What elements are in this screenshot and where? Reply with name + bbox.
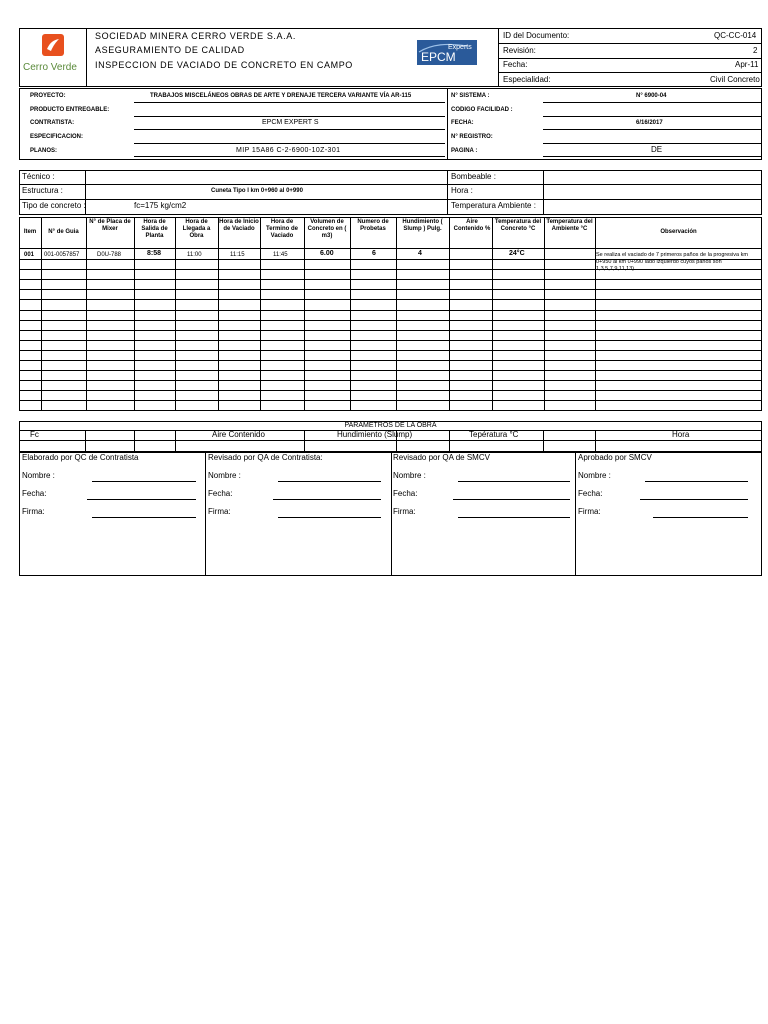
cerro-verde-emblem-icon [42, 34, 64, 56]
col-header-guide-number: N° de Guia [48, 229, 79, 235]
table-col-line-12 [544, 217, 545, 411]
table-col-line-3 [134, 217, 135, 411]
sig-qc-contractor-title: Elaborado por QC de Contratista [22, 453, 139, 462]
row1-volume: 6.00 [320, 250, 334, 257]
sig-1-name-line[interactable] [92, 481, 196, 482]
row1-slump: 4 [418, 250, 422, 257]
general-row-line-1 [19, 184, 762, 185]
doc-id-value: QC-CC-014 [714, 31, 757, 40]
table-row-line-9 [19, 330, 762, 331]
epcm-logo [417, 40, 477, 65]
col-header-pour-start: Hora de Inicio de Vaciado [219, 219, 259, 232]
row1-specimens: 6 [372, 250, 376, 257]
project-label: PROYECTO: [30, 93, 66, 99]
params-title: PARAMETROS DE LA OBRA [344, 422, 437, 429]
doc-id-label: ID del Documento: [503, 31, 570, 40]
docinfo-line-2 [498, 58, 762, 59]
row1-pour-start: 11:15 [230, 252, 245, 258]
params-col-line-2 [134, 430, 135, 452]
params-col-line-1 [85, 430, 86, 452]
sig-2-date-line[interactable] [273, 499, 381, 500]
docinfo-line-1 [498, 43, 762, 44]
sig-4-name-label: Nombre : [578, 471, 611, 480]
concrete-type-value: fc=175 kg/cm2 [134, 201, 187, 210]
row1-concrete-temp: 24°C [509, 250, 525, 257]
sig-qa-smcv-title: Revisado por QA de SMCV [393, 453, 490, 462]
date-label: Fecha: [503, 60, 528, 69]
specialty-value: Civil Concreto [710, 75, 760, 84]
header-divider-logo [86, 28, 87, 87]
cerro-verde-logo-text: Cerro Verde [23, 62, 77, 73]
col-header-site-arrival: Hora de Llegada a Obra [182, 219, 211, 239]
table-row-line-11 [19, 350, 762, 351]
sig-2-date-label: Fecha: [208, 489, 233, 498]
deliverable-value-line [134, 116, 445, 117]
params-col-line-8 [595, 430, 596, 452]
sig-4-date-label: Fecha: [578, 489, 603, 498]
department-name: ASEGURAMIENTO DE CALIDAD [95, 45, 245, 55]
concrete-type-label: Tipo de concreto : [22, 201, 86, 210]
table-col-line-1 [41, 217, 42, 411]
general-divider [447, 170, 448, 215]
sig-1-date-line[interactable] [87, 499, 196, 500]
row1-pour-end: 11:45 [273, 252, 288, 258]
sig-4-date-line[interactable] [640, 499, 748, 500]
contractor-label: CONTRATISTA: [30, 120, 75, 126]
general-row-line-2 [19, 199, 762, 200]
table-row-line-8 [19, 320, 762, 321]
param-fc-label: Fc [30, 430, 39, 439]
system-value-line [543, 102, 762, 103]
sig-3-signature-line[interactable] [458, 517, 570, 518]
sig-4-name-line[interactable] [645, 481, 748, 482]
sig-2-name-label: Nombre : [208, 471, 241, 480]
param-slump-label: Hundimiento (Slump) [337, 430, 413, 439]
facility-code-value-line [543, 116, 762, 117]
drawings-label: PLANOS: [30, 148, 57, 154]
project-value: TRABAJOS MISCELÁNEOS OBRAS DE ARTE Y DRENAJE TERCERA VARIANTE VÍA AR-115 [150, 93, 412, 99]
param-hour-label: Hora [672, 430, 690, 439]
sig-1-signature-line[interactable] [92, 517, 196, 518]
sig-3-name-line[interactable] [458, 481, 570, 482]
drawings-value-line [134, 156, 445, 157]
sig-4-signature-line[interactable] [653, 517, 748, 518]
docinfo-line-3 [498, 72, 762, 73]
params-col-line-7 [543, 430, 544, 452]
sig-3-name-label: Nombre : [393, 471, 426, 480]
facility-code-label: CODIGO FACILIDAD : [451, 107, 513, 113]
cerro-verde-logo [22, 34, 84, 78]
param-temp-label: Tepératura °C [469, 430, 519, 439]
revision-label: Revisión: [503, 46, 536, 55]
specification-label: ESPECIFICACION: [30, 134, 84, 140]
table-row-line-7 [19, 310, 762, 311]
system-label: N° SISTEMA : [451, 93, 490, 99]
sig-approved-smcv-title: Aprobado por SMCV [578, 453, 652, 462]
col-header-concrete-volume: Volumen de Concreto en ( m3) [307, 219, 347, 239]
params-col-line-4 [304, 430, 305, 452]
signature-right-border [761, 452, 762, 576]
table-row-line-6 [19, 299, 762, 300]
sig-2-signature-line[interactable] [278, 517, 381, 518]
row1-guide-number: 001-0057857 [44, 252, 80, 258]
sig-1-date-label: Fecha: [22, 489, 47, 498]
sig-1-signature-label: Firma: [22, 507, 45, 516]
project-divider [447, 88, 448, 160]
row1-site-arrival: 11:00 [187, 252, 202, 258]
row1-item: 001 [24, 252, 35, 258]
col-header-specimens: Numero de Probetas [357, 219, 389, 232]
structure-value: Cuneta Tipo I km 0+960 al 0+990 [211, 188, 303, 194]
table-col-line-6 [260, 217, 261, 411]
pour-table [19, 217, 762, 411]
params-col-line-6 [449, 430, 450, 452]
project-value-line [134, 102, 445, 103]
table-row-line-14 [19, 380, 762, 381]
epcm-text: EPCM [421, 50, 456, 64]
specification-value-line [134, 143, 445, 144]
table-col-line-8 [350, 217, 351, 411]
signature-divider-3 [575, 452, 576, 576]
drawings-value: MIP 15A86 C-2-6900-10Z-301 [236, 147, 341, 154]
project-date-value: 6/16/2017 [636, 120, 663, 126]
col-header-concrete-temp: Temperatura del Concreto °C [494, 219, 542, 232]
project-date-label: FECHA: [451, 120, 474, 126]
epcm-experts-text: Experts [448, 44, 472, 51]
sig-2-name-line[interactable] [278, 481, 381, 482]
signature-divider-1 [205, 452, 206, 576]
project-date-value-line [543, 129, 762, 130]
table-col-line-5 [218, 217, 219, 411]
table-row-line-13 [19, 370, 762, 371]
general-frame [19, 170, 762, 215]
table-col-line-13 [595, 217, 596, 411]
col-header-air-content: Aire Contenido % [453, 219, 491, 232]
col-header-ambient-temp: Temperatura del Ambiente °C [546, 219, 593, 232]
specialty-label: Especialidad: [503, 75, 551, 84]
table-row-line-12 [19, 360, 762, 361]
revision-value: 2 [753, 46, 758, 55]
table-row-line-1 [19, 248, 762, 249]
sig-3-signature-label: Firma: [393, 507, 416, 516]
col-header-plant-departure: Hora de Salida de Planta [141, 219, 168, 239]
col-header-item: Item [23, 229, 37, 235]
row1-mixer-plate: D0U-788 [97, 252, 122, 258]
sig-3-date-line[interactable] [453, 499, 570, 500]
sig-qa-contractor-title: Revisado por QA de Contratista: [208, 453, 323, 462]
pumpable-label: Bombeable : [451, 172, 496, 181]
col-header-slump: Hundimiento ( Slump ) Pulg. [402, 219, 443, 232]
signature-bottom-line [19, 575, 762, 576]
contractor-value-line [134, 129, 445, 130]
system-value: N° 6900-04 [636, 93, 667, 99]
form-title: INSPECCION DE VACIADO DE CONCRETO EN CAMPO [95, 60, 353, 70]
params-col-line-3 [175, 430, 176, 452]
col-header-pour-end: Hora de Termino de Vaciado [266, 219, 298, 239]
technician-label: Técnico : [22, 172, 55, 181]
col-header-observation: Observación [660, 229, 697, 235]
register-value-line [543, 143, 762, 144]
hour-label: Hora : [451, 186, 473, 195]
table-col-line-9 [396, 217, 397, 411]
company-name: SOCIEDAD MINERA CERRO VERDE S.A.A. [95, 31, 296, 41]
sig-1-name-label: Nombre : [22, 471, 55, 480]
table-col-line-4 [175, 217, 176, 411]
page-label: PAGINA : [451, 148, 478, 154]
table-row-line-15 [19, 390, 762, 391]
table-row-line-16 [19, 400, 762, 401]
table-row-line-4 [19, 279, 762, 280]
contractor-value: EPCM EXPERT S [262, 119, 319, 126]
structure-label: Estructura : [22, 186, 63, 195]
register-label: N° REGISTRO: [451, 134, 493, 140]
sig-2-signature-label: Firma: [208, 507, 231, 516]
params-label-line [19, 440, 762, 441]
deliverable-label: PRODUCTO ENTREGABLE: [30, 107, 110, 113]
signature-left-border [19, 452, 20, 576]
table-col-line-10 [449, 217, 450, 411]
table-row-line-5 [19, 289, 762, 290]
table-col-line-2 [86, 217, 87, 411]
page-value-line [543, 156, 762, 157]
page-value: DE [651, 145, 663, 154]
ambient-temp-label: Temperatura Ambiente : [451, 201, 536, 210]
row1-plant-departure: 8:58 [147, 250, 162, 257]
sig-4-signature-label: Firma: [578, 507, 601, 516]
table-col-line-11 [492, 217, 493, 411]
general-value-divider-right [543, 170, 544, 215]
param-air-label: Aire Contenido [212, 430, 265, 439]
row1-observation: Se realiza el vaciado de 7 primeros paños de la progresiva km 0+950 al km 0+990 lado izquierdo cuyos paños son 1,3,5,7,9,11,13) [596, 252, 748, 272]
table-col-line-7 [304, 217, 305, 411]
table-row-line-10 [19, 340, 762, 341]
col-header-mixer-plate: N° de Placa de Mixer [89, 219, 131, 232]
signature-divider-2 [391, 452, 392, 576]
date-value: Apr-11 [735, 60, 759, 69]
sig-3-date-label: Fecha: [393, 489, 418, 498]
